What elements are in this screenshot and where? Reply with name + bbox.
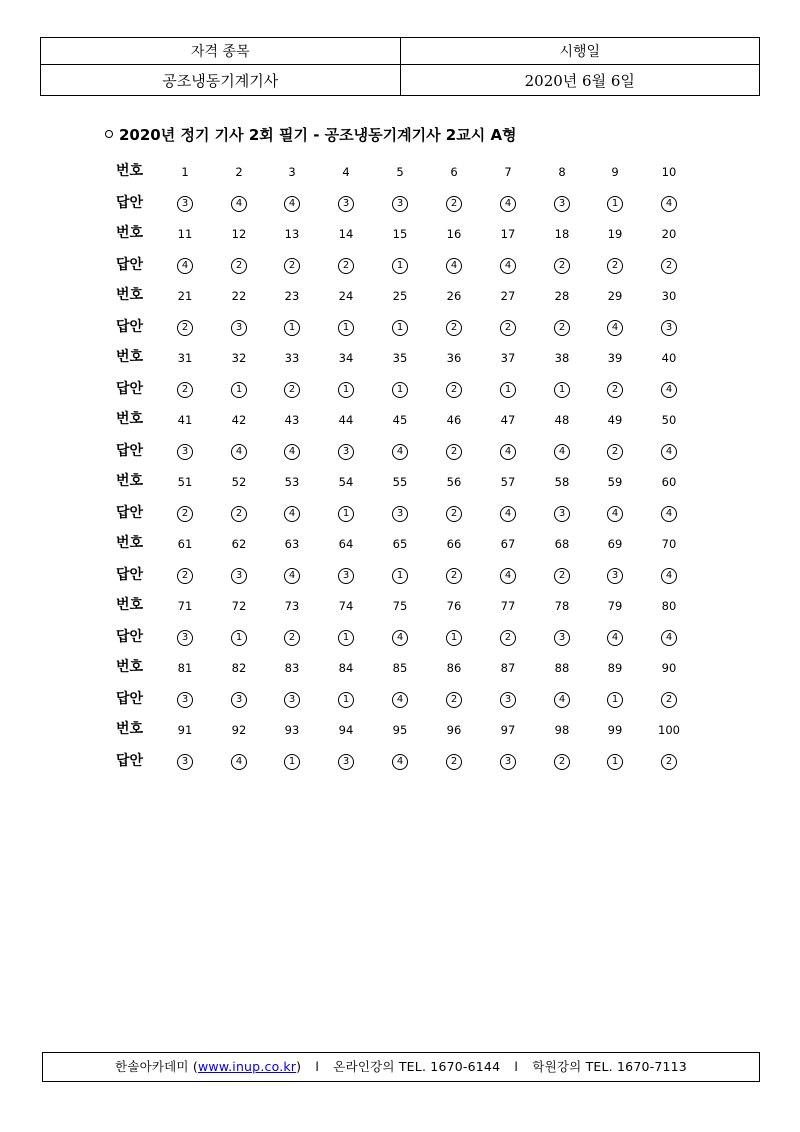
question-number: 53 (284, 475, 300, 489)
question-number: 77 (500, 599, 516, 613)
question-number: 40 (661, 351, 677, 365)
answer-choice: 3 (661, 320, 677, 336)
question-number: 90 (661, 661, 677, 675)
question-number: 84 (338, 661, 354, 675)
question-number: 36 (446, 351, 462, 365)
question-number: 34 (338, 351, 354, 365)
answer-choice: 2 (177, 506, 193, 522)
answer-choice: 4 (500, 568, 516, 584)
question-number: 65 (392, 537, 408, 551)
answer-choice: 3 (231, 320, 247, 336)
answer-choice: 4 (392, 630, 408, 646)
answer-choice: 3 (177, 692, 193, 708)
footer: 한솔아카데미 (www.inup.co.kr) l 온라인강의 TEL. 1670-6144 l 학원강의 TEL. 1670-7113 (42, 1052, 760, 1082)
question-number: 81 (177, 661, 193, 675)
answer-row-label: 답안 (116, 443, 144, 459)
question-number: 52 (231, 475, 247, 489)
answer-choice: 1 (500, 382, 516, 398)
footer-url-link[interactable]: www.inup.co.kr (197, 1059, 297, 1074)
answer-choice: 2 (554, 320, 570, 336)
answer-row-label: 답안 (116, 629, 144, 645)
question-number: 5 (396, 165, 404, 179)
question-number: 7 (504, 165, 512, 179)
answer-choice: 1 (338, 320, 354, 336)
question-number: 54 (338, 475, 354, 489)
question-number: 62 (231, 537, 247, 551)
answer-choice: 1 (284, 320, 300, 336)
question-number: 61 (177, 537, 193, 551)
answer-choice: 1 (338, 506, 354, 522)
answer-choice: 4 (231, 196, 247, 212)
answer-choice: 2 (607, 444, 623, 460)
answer-choice: 4 (607, 320, 623, 336)
question-number: 4 (342, 165, 350, 179)
answer-choice: 2 (446, 444, 462, 460)
question-number: 96 (446, 723, 462, 737)
question-number: 71 (177, 599, 193, 613)
answer-choice: 3 (607, 568, 623, 584)
number-row-label: 번호 (116, 163, 144, 179)
answer-choice: 3 (338, 568, 354, 584)
answer-choice: 1 (607, 196, 623, 212)
answer-choice: 3 (554, 630, 570, 646)
question-number: 13 (284, 227, 300, 241)
question-number: 97 (500, 723, 516, 737)
answer-choice: 2 (446, 568, 462, 584)
answer-choice: 2 (177, 568, 193, 584)
question-number: 98 (554, 723, 570, 737)
question-number: 21 (177, 289, 193, 303)
question-number: 35 (392, 351, 408, 365)
answer-row-label: 답안 (116, 567, 144, 583)
question-number: 24 (338, 289, 354, 303)
question-number: 64 (338, 537, 354, 551)
question-number: 57 (500, 475, 516, 489)
answer-choice: 3 (392, 196, 408, 212)
answer-choice: 4 (661, 506, 677, 522)
question-number: 49 (607, 413, 623, 427)
answer-choice: 2 (338, 258, 354, 274)
question-number: 78 (554, 599, 570, 613)
question-number: 69 (607, 537, 623, 551)
exam-type-value: 공조냉동기계기사 (41, 65, 401, 96)
question-number: 93 (284, 723, 300, 737)
number-row-label: 번호 (116, 287, 144, 303)
question-number: 89 (607, 661, 623, 675)
answer-choice: 4 (500, 444, 516, 460)
question-number: 63 (284, 537, 300, 551)
question-number: 66 (446, 537, 462, 551)
exam-date-header: 시행일 (400, 38, 760, 65)
number-row-label: 번호 (116, 659, 144, 675)
answer-choice: 4 (231, 444, 247, 460)
question-number: 31 (177, 351, 193, 365)
answer-choice: 2 (607, 382, 623, 398)
question-number: 85 (392, 661, 408, 675)
answer-choice: 4 (554, 444, 570, 460)
answer-choice: 3 (177, 444, 193, 460)
question-number: 6 (450, 165, 458, 179)
question-number: 22 (231, 289, 247, 303)
question-number: 67 (500, 537, 516, 551)
question-number: 51 (177, 475, 193, 489)
question-number: 26 (446, 289, 462, 303)
question-number: 95 (392, 723, 408, 737)
number-row-label: 번호 (116, 349, 144, 365)
question-number: 10 (661, 165, 677, 179)
question-number: 60 (661, 475, 677, 489)
answer-choice: 2 (177, 382, 193, 398)
question-number: 19 (607, 227, 623, 241)
answer-choice: 3 (500, 754, 516, 770)
answer-choice: 1 (284, 754, 300, 770)
answer-choice: 2 (661, 754, 677, 770)
answer-choice: 2 (284, 630, 300, 646)
question-number: 29 (607, 289, 623, 303)
question-number: 43 (284, 413, 300, 427)
answer-choice: 3 (177, 196, 193, 212)
answer-choice: 1 (338, 382, 354, 398)
answer-choice: 3 (284, 692, 300, 708)
answer-choice: 2 (284, 382, 300, 398)
question-number: 92 (231, 723, 247, 737)
question-number: 87 (500, 661, 516, 675)
footer-online-tel: 온라인강의 TEL. 1670-6144 (333, 1059, 501, 1074)
question-number: 99 (607, 723, 623, 737)
answer-choice: 1 (607, 754, 623, 770)
footer-offline-tel: 학원강의 TEL. 1670-7113 (532, 1059, 687, 1074)
question-number: 59 (607, 475, 623, 489)
answer-choice: 4 (500, 196, 516, 212)
question-number: 11 (177, 227, 193, 241)
answer-row-label: 답안 (116, 319, 144, 335)
question-number: 30 (661, 289, 677, 303)
question-number: 91 (177, 723, 193, 737)
question-number: 72 (231, 599, 247, 613)
answer-choice: 2 (231, 258, 247, 274)
answer-choice: 3 (338, 754, 354, 770)
question-number: 74 (338, 599, 354, 613)
question-number: 70 (661, 537, 677, 551)
answer-choice: 1 (392, 568, 408, 584)
footer-separator: l (315, 1059, 320, 1074)
question-number: 2 (235, 165, 243, 179)
answer-choice: 2 (446, 506, 462, 522)
question-number: 73 (284, 599, 300, 613)
answer-choice: 4 (284, 506, 300, 522)
question-number: 100 (658, 723, 680, 737)
question-number: 25 (392, 289, 408, 303)
question-number: 3 (288, 165, 296, 179)
answer-choice: 2 (231, 506, 247, 522)
answer-choice: 2 (446, 382, 462, 398)
footer-academy: 한솔아카데미 (115, 1059, 189, 1074)
question-number: 47 (500, 413, 516, 427)
question-number: 39 (607, 351, 623, 365)
question-number: 37 (500, 351, 516, 365)
answer-choice: 4 (661, 568, 677, 584)
answer-choice: 1 (392, 258, 408, 274)
answer-choice: 4 (446, 258, 462, 274)
number-row-label: 번호 (116, 535, 144, 551)
footer-separator: l (514, 1059, 519, 1074)
answer-row-label: 답안 (116, 505, 144, 521)
question-number: 9 (611, 165, 619, 179)
answer-choice: 4 (392, 444, 408, 460)
answer-choice: 2 (661, 692, 677, 708)
answer-row-label: 답안 (116, 381, 144, 397)
question-number: 16 (446, 227, 462, 241)
answer-choice: 4 (661, 382, 677, 398)
answer-choice: 4 (607, 506, 623, 522)
answer-choice: 4 (284, 196, 300, 212)
answer-choice: 4 (607, 630, 623, 646)
answer-choice: 4 (661, 196, 677, 212)
answer-choice: 4 (392, 754, 408, 770)
page-title-text: 2020년 정기 기사 2회 필기 - 공조냉동기계기사 2교시 A형 (119, 126, 517, 144)
answer-choice: 4 (231, 754, 247, 770)
answer-choice: 3 (554, 196, 570, 212)
answer-choice: 2 (500, 320, 516, 336)
answer-choice: 4 (500, 258, 516, 274)
answer-choice: 3 (231, 692, 247, 708)
answer-choice: 3 (338, 196, 354, 212)
answer-choice: 3 (500, 692, 516, 708)
answer-choice: 3 (177, 630, 193, 646)
number-row-label: 번호 (116, 411, 144, 427)
answer-choice: 4 (392, 692, 408, 708)
answer-choice: 2 (446, 754, 462, 770)
answer-choice: 3 (554, 506, 570, 522)
question-number: 82 (231, 661, 247, 675)
answer-choice: 4 (500, 506, 516, 522)
answer-choice: 4 (554, 692, 570, 708)
question-number: 86 (446, 661, 462, 675)
answer-choice: 4 (661, 630, 677, 646)
question-number: 80 (661, 599, 677, 613)
question-number: 75 (392, 599, 408, 613)
question-number: 41 (177, 413, 193, 427)
question-number: 68 (554, 537, 570, 551)
question-number: 38 (554, 351, 570, 365)
question-number: 50 (661, 413, 677, 427)
number-row-label: 번호 (116, 473, 144, 489)
answer-choice: 2 (446, 196, 462, 212)
answer-row-label: 답안 (116, 753, 144, 769)
answer-choice: 1 (392, 382, 408, 398)
answer-choice: 4 (284, 444, 300, 460)
answer-row-label: 답안 (116, 257, 144, 273)
answer-choice: 1 (392, 320, 408, 336)
question-number: 32 (231, 351, 247, 365)
question-number: 15 (392, 227, 408, 241)
question-number: 83 (284, 661, 300, 675)
question-number: 33 (284, 351, 300, 365)
answer-choice: 1 (446, 630, 462, 646)
answer-choice: 1 (554, 382, 570, 398)
answer-choice: 2 (554, 258, 570, 274)
answer-choice: 3 (338, 444, 354, 460)
answer-choice: 2 (554, 568, 570, 584)
question-number: 8 (558, 165, 566, 179)
question-number: 44 (338, 413, 354, 427)
question-number: 20 (661, 227, 677, 241)
answer-choice: 1 (231, 382, 247, 398)
exam-date-value: 2020년 6월 6일 (400, 65, 760, 96)
question-number: 18 (554, 227, 570, 241)
question-number: 23 (284, 289, 300, 303)
answer-choice: 2 (284, 258, 300, 274)
answer-choice: 1 (607, 692, 623, 708)
number-row-label: 번호 (116, 225, 144, 241)
question-number: 14 (338, 227, 354, 241)
exam-type-header: 자격 종목 (41, 38, 401, 65)
question-number: 79 (607, 599, 623, 613)
number-row-label: 번호 (116, 721, 144, 737)
question-number: 12 (231, 227, 247, 241)
question-number: 76 (446, 599, 462, 613)
answer-choice: 2 (177, 320, 193, 336)
answer-choice: 2 (554, 754, 570, 770)
answer-choice: 4 (177, 258, 193, 274)
answer-choice: 2 (446, 692, 462, 708)
answer-choice: 3 (231, 568, 247, 584)
answer-row-label: 답안 (116, 691, 144, 707)
question-number: 88 (554, 661, 570, 675)
question-number: 94 (338, 723, 354, 737)
answer-choice: 2 (500, 630, 516, 646)
question-number: 58 (554, 475, 570, 489)
question-number: 46 (446, 413, 462, 427)
question-number: 27 (500, 289, 516, 303)
answer-choice: 1 (338, 630, 354, 646)
answer-choice: 4 (661, 444, 677, 460)
number-row-label: 번호 (116, 597, 144, 613)
answer-row-label: 답안 (116, 195, 144, 211)
answer-choice: 2 (446, 320, 462, 336)
question-number: 55 (392, 475, 408, 489)
question-number: 28 (554, 289, 570, 303)
question-number: 45 (392, 413, 408, 427)
question-number: 48 (554, 413, 570, 427)
answer-choice: 3 (177, 754, 193, 770)
answer-choice: 4 (284, 568, 300, 584)
question-number: 56 (446, 475, 462, 489)
answer-choice: 2 (661, 258, 677, 274)
answer-choice: 1 (338, 692, 354, 708)
answer-choice: 3 (392, 506, 408, 522)
question-number: 1 (181, 165, 189, 179)
question-number: 42 (231, 413, 247, 427)
answer-choice: 1 (231, 630, 247, 646)
answer-choice: 2 (607, 258, 623, 274)
question-number: 17 (500, 227, 516, 241)
